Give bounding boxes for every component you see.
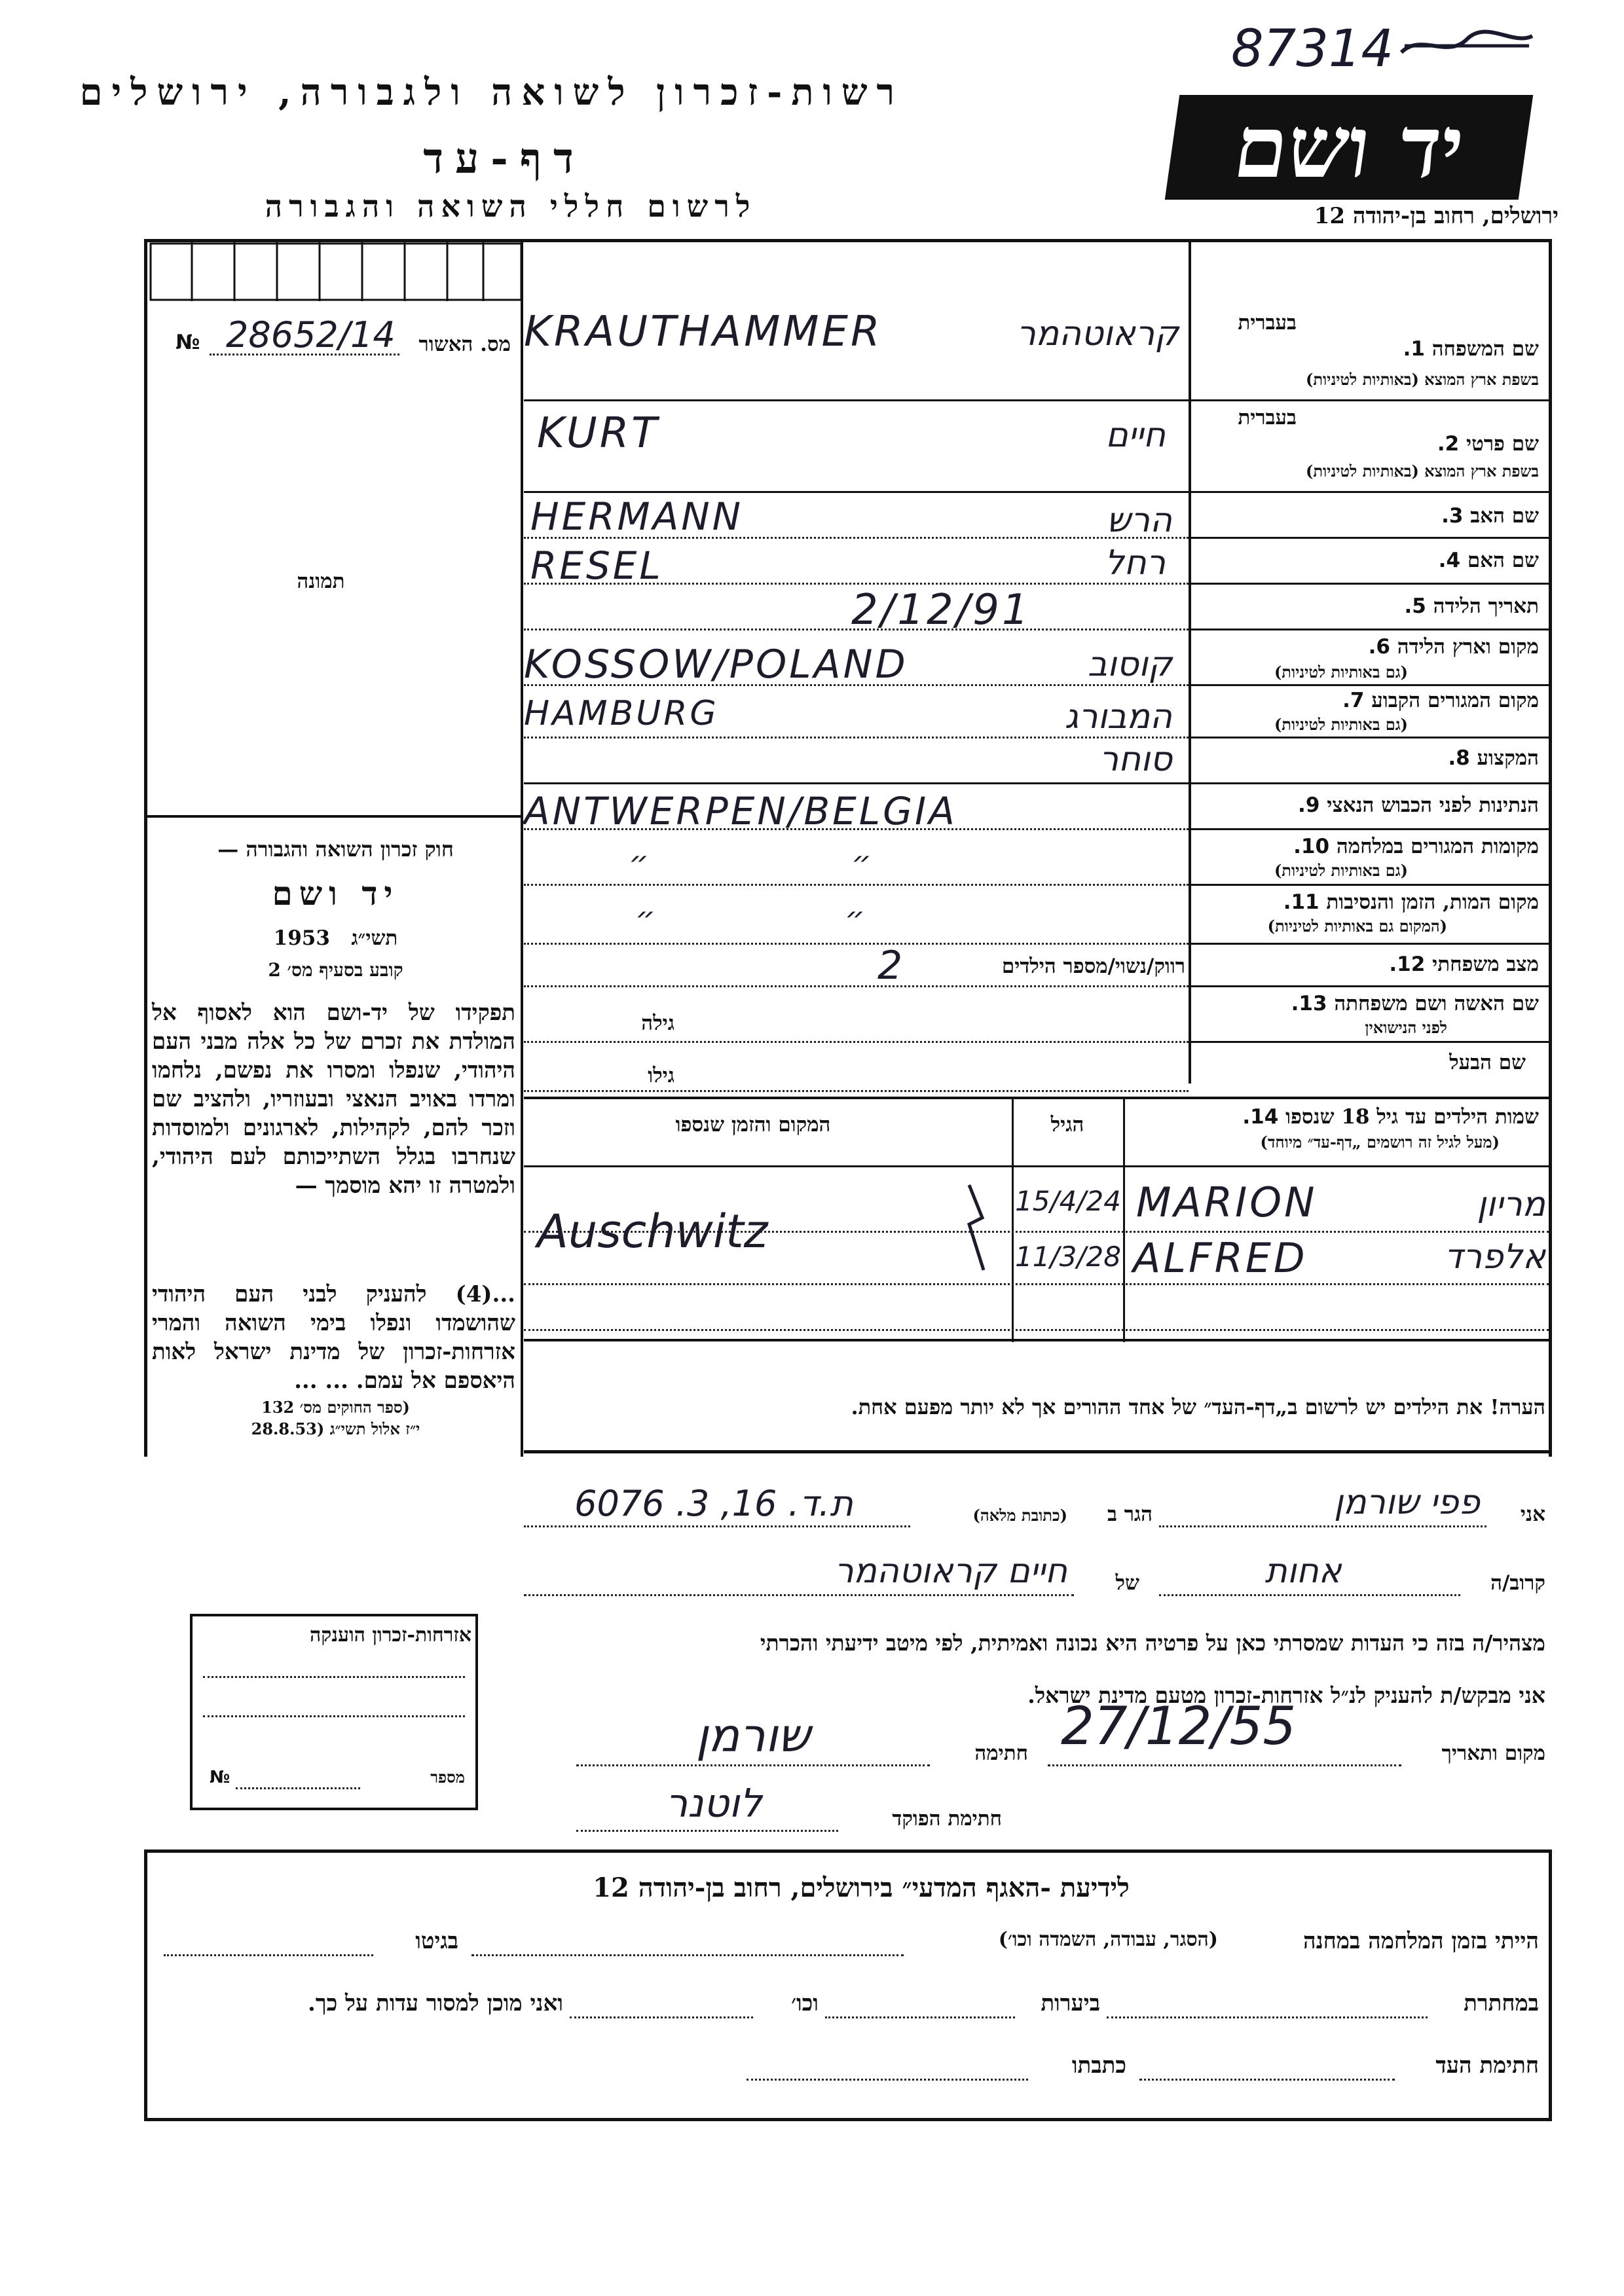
- field-10-number: 10.: [1293, 835, 1330, 858]
- label-column-divider: [1189, 239, 1191, 1084]
- serial-number: 87314: [1231, 20, 1394, 79]
- citizenship-box-title: אזרחות-זכרון הוענקה: [309, 1624, 471, 1647]
- decl-signature: שורמן: [695, 1709, 811, 1762]
- field-1-sub: בשפת ארץ המוצא (באותיות לטיניות): [1306, 370, 1539, 389]
- form-subtitle: לרשום חללי השואה והגבורה: [265, 189, 757, 224]
- field-13-number: 13.: [1291, 992, 1327, 1015]
- footer-witness-signature-label: חתימת העד: [1435, 2052, 1539, 2079]
- decl-officer-line: [576, 1830, 838, 1832]
- law-source-date: י״ז אלול תשי״ג (28.8.53: [251, 1419, 420, 1438]
- field-2-sub: בשפת ארץ המוצא (באותיות לטיניות): [1306, 462, 1539, 481]
- field-4-label: [1198, 549, 1539, 572]
- children-row-2-line: [524, 1283, 1549, 1285]
- children-label-text: שמות הילדים עד גיל 18 שנספו: [1285, 1105, 1539, 1129]
- field-11-label-text: מקום המות, הזמן והנסיבות: [1326, 890, 1539, 914]
- value-dots-11: [524, 943, 1189, 945]
- field-6-label: [1198, 635, 1539, 659]
- footer-right-border: [1549, 1850, 1552, 2121]
- decl-address-line: [524, 1525, 910, 1527]
- field-1-label-text: שם המשפחה: [1431, 337, 1539, 361]
- field-10-mark-1: ״: [629, 845, 649, 881]
- law-text-1: תפקידו של יד-ושם הוא לאסוף אל המולדת את זכרם של כל אלה מבני העם היהודי, שנפלו ומסרו את נפשם, נלחמו ומרדו באויב הנאצי ובעוזריו, ולהציב שם וזכר להם, לקהילות, לארגונים ולמוסדות שנחרבו בגלל השתייכותם לעם היהודי, ולמטרה זו יהא מוסמך —: [152, 1000, 515, 1199]
- field-12-inline-label: רווק/נשוי/מספר הילדים: [1001, 955, 1185, 978]
- footer-camp-hint: (הסגר, עבודה, השמדה וכו׳): [998, 1928, 1218, 1951]
- field-2-hebrew: חיים: [1105, 416, 1166, 455]
- field-6-label-text: מקום וארץ הלידה: [1397, 635, 1539, 659]
- children-col-name: [1123, 1097, 1125, 1342]
- field-2-label-text: שם פרטי: [1466, 432, 1539, 456]
- decl-date-line: [1048, 1764, 1401, 1766]
- row-line-8: [1189, 782, 1549, 784]
- approval-number-symbol: №: [175, 331, 200, 354]
- field-10-label: [1198, 835, 1539, 858]
- crossed-number: [1395, 20, 1539, 65]
- form-title: דף-עד: [423, 134, 585, 183]
- decl-of-name: חיים קראוטהמר: [834, 1552, 1067, 1591]
- decl-officer-label: חתימת הפוקד: [892, 1807, 1002, 1831]
- footer-ghetto-label: בגיטו: [415, 1928, 458, 1954]
- form-left-border: [144, 239, 147, 1457]
- law-heading: חוק זכרון השואה והגבורה —: [217, 837, 454, 862]
- row-line-13: [1189, 1041, 1549, 1043]
- footer-address-line: [747, 2079, 1028, 2081]
- address: ירושלים, רחוב בן-יהודה 12: [1314, 203, 1559, 229]
- child-1-latin: MARION: [1136, 1178, 1318, 1226]
- field-6-sub: (גם באותיות לטיניות): [1274, 663, 1408, 682]
- citizenship-box-number-symbol: №: [210, 1768, 231, 1787]
- decl-date: 27/12/55: [1061, 1696, 1297, 1757]
- field-11-sub: (המקום גם באותיות לטיניות): [1267, 917, 1447, 936]
- row-line-1: [1189, 399, 1549, 401]
- field-8-label: [1198, 746, 1539, 770]
- decl-address: ת.ד. 16, 3. 6076: [574, 1483, 853, 1524]
- value-line-1: [524, 399, 1189, 401]
- footer-left-border: [144, 1850, 147, 2121]
- row-line-9: [1189, 828, 1549, 830]
- children-sub: (מעל לגיל זה רושמים „דף-עד״ מיוחד): [1260, 1133, 1500, 1152]
- note-top-line: [524, 1339, 1549, 1341]
- field-13-sub: לפני הנישואין: [1365, 1018, 1447, 1037]
- field-8-hebrew: סוחר: [1099, 740, 1172, 779]
- field-1-latin: KRAUTHAMMER: [524, 308, 883, 356]
- law-year: [157, 926, 514, 950]
- field-7-hebrew: המבורג: [1064, 697, 1172, 737]
- husband-age-label: גילו: [648, 1064, 674, 1087]
- field-9-number: 9.: [1298, 793, 1320, 817]
- field-5-label-text: תאריך הלידה: [1433, 594, 1539, 618]
- footer-heading: לידיעת -האגף המדעי״ בירושלים, רחוב בן-יהודה 12: [593, 1872, 1130, 1903]
- field-10-label-text: מקומות המגורים במלחמה: [1336, 835, 1539, 858]
- law-source: (ספר החוקים מס׳ 132: [261, 1398, 410, 1417]
- decl-address-hint: (כתובת מלאה): [972, 1506, 1067, 1525]
- field-1-hebrew: קראוטהמר: [1016, 314, 1179, 354]
- decl-of-label: של: [1115, 1571, 1139, 1595]
- row-line-5: [1189, 629, 1549, 630]
- field-10-sub: (גם באותיות לטיניות): [1274, 861, 1408, 880]
- field-13-label-text: שם האשה ושם משפחתה: [1334, 992, 1539, 1015]
- left-column-divider: [521, 239, 523, 1457]
- field-2-label: [1198, 432, 1539, 456]
- row-line-6: [1189, 684, 1549, 686]
- field-3-label: [1198, 504, 1539, 528]
- field-7-number: 7.: [1342, 689, 1365, 712]
- field-7-sub: (גם באותיות לטיניות): [1274, 715, 1408, 734]
- husband-label: שם הבעל: [1449, 1051, 1526, 1074]
- footer-ghetto-line: [164, 1954, 373, 1956]
- field-5-label: [1198, 594, 1539, 618]
- decl-place-date-label: מקום ותאריך: [1441, 1741, 1545, 1765]
- value-dots-12: [524, 985, 1189, 987]
- decl-relative-label: קרוב/ה: [1490, 1571, 1545, 1595]
- child-2-age: 11/3/28: [1015, 1241, 1121, 1273]
- organization-name: רשות-זכרון לשואה ולגבורה, ירושלים: [79, 71, 904, 114]
- field-2-lang: בעברית: [1238, 406, 1297, 429]
- note-text: הערה! את הילדים יש לרשום ב„דף-העד״ של אחד ההורים אך לא יותר מפעם אחת.: [851, 1394, 1545, 1419]
- children-header-line: [524, 1165, 1549, 1167]
- row-line-4: [1189, 583, 1549, 585]
- field-6-number: 6.: [1368, 635, 1390, 659]
- decl-lives-label: הגר ב: [1107, 1503, 1153, 1526]
- footer-witness-signature-line: [1139, 2079, 1395, 2081]
- field-5-value: 2/12/91: [851, 586, 1031, 634]
- field-12-number: 12.: [1389, 953, 1426, 976]
- decl-signature-label: חתימה: [974, 1741, 1028, 1765]
- decl-signature-line: [576, 1764, 930, 1766]
- decl-relation-line: [1159, 1594, 1460, 1596]
- field-9-latin: ANTWERPEN/BELGIA: [524, 789, 957, 833]
- footer-top-line: [144, 1850, 1552, 1853]
- photo-label: תמונה: [297, 570, 345, 593]
- children-place: Auschwitz: [537, 1205, 768, 1258]
- field-2-number: 2.: [1437, 432, 1460, 456]
- field-4-hebrew: רחל: [1105, 543, 1166, 583]
- field-2-latin: KURT: [537, 409, 660, 458]
- approval-number-label: מס. האשור: [418, 333, 511, 356]
- child-2-hebrew: אלפרד: [1444, 1237, 1545, 1277]
- decl-name-line: [1159, 1525, 1486, 1527]
- form-right-border: [1549, 239, 1552, 1457]
- field-3-label-text: שם האב: [1470, 504, 1539, 528]
- footer-camp-line: [471, 1954, 904, 1956]
- footer-camp-label: הייתי בזמן המלחמה במחנה: [1303, 1928, 1539, 1954]
- field-11-mark-2: ״: [845, 900, 865, 937]
- approval-number-value: 28652/14: [226, 314, 396, 355]
- field-7-label-text: מקום המגורים הקבוע: [1371, 689, 1539, 712]
- citizenship-box-number-label: מספר: [430, 1768, 465, 1787]
- child-1-hebrew: מריון: [1477, 1185, 1545, 1224]
- row-line-2: [1189, 491, 1549, 493]
- field-6-hebrew: קוסוב: [1087, 645, 1172, 684]
- field-4-latin: RESEL: [530, 543, 663, 588]
- decl-of-line: [524, 1594, 1074, 1596]
- field-13-label: [1198, 992, 1539, 1015]
- field-11-label: [1198, 890, 1539, 914]
- value-line-8: [524, 782, 1189, 784]
- law-logo: יד ושם: [272, 874, 399, 913]
- footer-underground-label: במחתרת: [1464, 1990, 1539, 2016]
- field-10-mark-2: ״: [851, 845, 872, 881]
- field-8-label-text: המקצוע: [1477, 746, 1539, 770]
- decl-name: פפי שורמן: [1334, 1483, 1480, 1522]
- decl-officer-signature: לוטנר: [665, 1781, 762, 1827]
- footer-etc-label: וכו׳: [791, 1990, 819, 2016]
- row-line-3: [1189, 537, 1549, 539]
- field-3-number: 3.: [1441, 504, 1464, 528]
- children-number: 14.: [1242, 1105, 1279, 1129]
- field-9-label: [1198, 793, 1539, 817]
- note-bottom-line: [524, 1450, 1552, 1453]
- child-1-age: 15/4/24: [1015, 1185, 1121, 1217]
- yad-vashem-logo: יד ושם: [1165, 95, 1533, 200]
- value-line-2: [524, 491, 1189, 493]
- field-6-latin: KOSSOW/POLAND: [524, 642, 908, 687]
- field-3-hebrew: הרש: [1106, 501, 1172, 540]
- field-9-label-text: הנתינות לפני הכבוש הנאצי: [1327, 793, 1539, 817]
- field-1-number: 1.: [1403, 337, 1425, 361]
- field-5-number: 5.: [1404, 594, 1426, 618]
- footer-testimony: ואני מוכן למסור עדות על כך.: [308, 1990, 563, 2016]
- value-dots-13: [524, 1041, 1189, 1043]
- law-text-2: ...(4) להעניק לבני העם היהודי שהושמדו ונפלו בימי השואה והמרי אזרחות-זכרון של מדינת ישראל לאות היאספם אל עמם. ... ...: [152, 1281, 515, 1394]
- decl-request: אני מבקש/ת להעניק לנ״ל אזרחות-זכרון מטעם מדינת ישראל.: [1027, 1683, 1545, 1708]
- children-row-3-line: [524, 1329, 1549, 1331]
- footer-underground-line: [1107, 2016, 1428, 2018]
- footer-etc-line: [570, 2016, 753, 2018]
- value-dots-7: [524, 737, 1189, 738]
- field-1-lang: בעברית: [1238, 311, 1297, 335]
- children-age-header: הגיל: [1050, 1113, 1084, 1137]
- field-1-label: [1198, 337, 1539, 361]
- citizenship-box-line-2: [203, 1715, 465, 1717]
- footer-bottom-line: [144, 2118, 1552, 2121]
- children-place-header: המקום והזמן שנספו: [675, 1113, 831, 1137]
- field-7-label: [1198, 689, 1539, 712]
- husband-age-line: [524, 1090, 1189, 1092]
- field-12-label: [1198, 953, 1539, 976]
- row-line-7: [1189, 737, 1549, 738]
- footer-address-label: כתבתו: [1071, 2052, 1126, 2079]
- field-7-latin: HAMBURG: [524, 694, 719, 733]
- field-11-mark-1: ״: [635, 900, 655, 937]
- row-line-10: [1189, 884, 1549, 886]
- field-8-number: 8.: [1448, 746, 1470, 770]
- decl-relation: אחות: [1264, 1552, 1342, 1591]
- law-year-num: 1953: [273, 926, 330, 950]
- child-2-latin: ALFRED: [1133, 1234, 1308, 1282]
- law-clause: קובע בסעיף מס׳ 2: [268, 959, 403, 981]
- children-label: [1133, 1105, 1539, 1129]
- children-col-age: [1012, 1097, 1014, 1342]
- ditto-brace: [956, 1178, 995, 1277]
- row-line-12: [1189, 985, 1549, 987]
- footer-forests-line: [825, 2016, 1015, 2018]
- field-13-age-label: גילה: [641, 1011, 674, 1035]
- law-year-heb: תשי״ג: [351, 926, 398, 950]
- decl-i-label: אני: [1520, 1503, 1545, 1526]
- field-12-label-text: מצב משפחתי: [1432, 953, 1539, 976]
- decl-statement: מצהיר/ה בזה כי העדות שמסרתי כאן על פרטיה היא נכונה ואמיתית, לפי מיטב ידיעתי והכרתי: [760, 1630, 1545, 1656]
- children-top-line: [524, 1097, 1549, 1099]
- citizenship-box-number-line: [236, 1787, 360, 1789]
- field-12-value: 2: [877, 943, 903, 989]
- citizenship-box-line-1: [203, 1676, 465, 1678]
- photo-bottom-border: [147, 815, 522, 818]
- value-dots-10: [524, 884, 1189, 886]
- field-3-latin: HERMANN: [530, 494, 744, 539]
- office-boxes: [149, 242, 523, 301]
- field-4-number: 4.: [1438, 549, 1461, 572]
- row-line-11: [1189, 943, 1549, 945]
- footer-forests-label: ביערות: [1041, 1990, 1100, 2016]
- field-4-label-text: שם האם: [1467, 549, 1539, 572]
- field-11-number: 11.: [1283, 890, 1320, 914]
